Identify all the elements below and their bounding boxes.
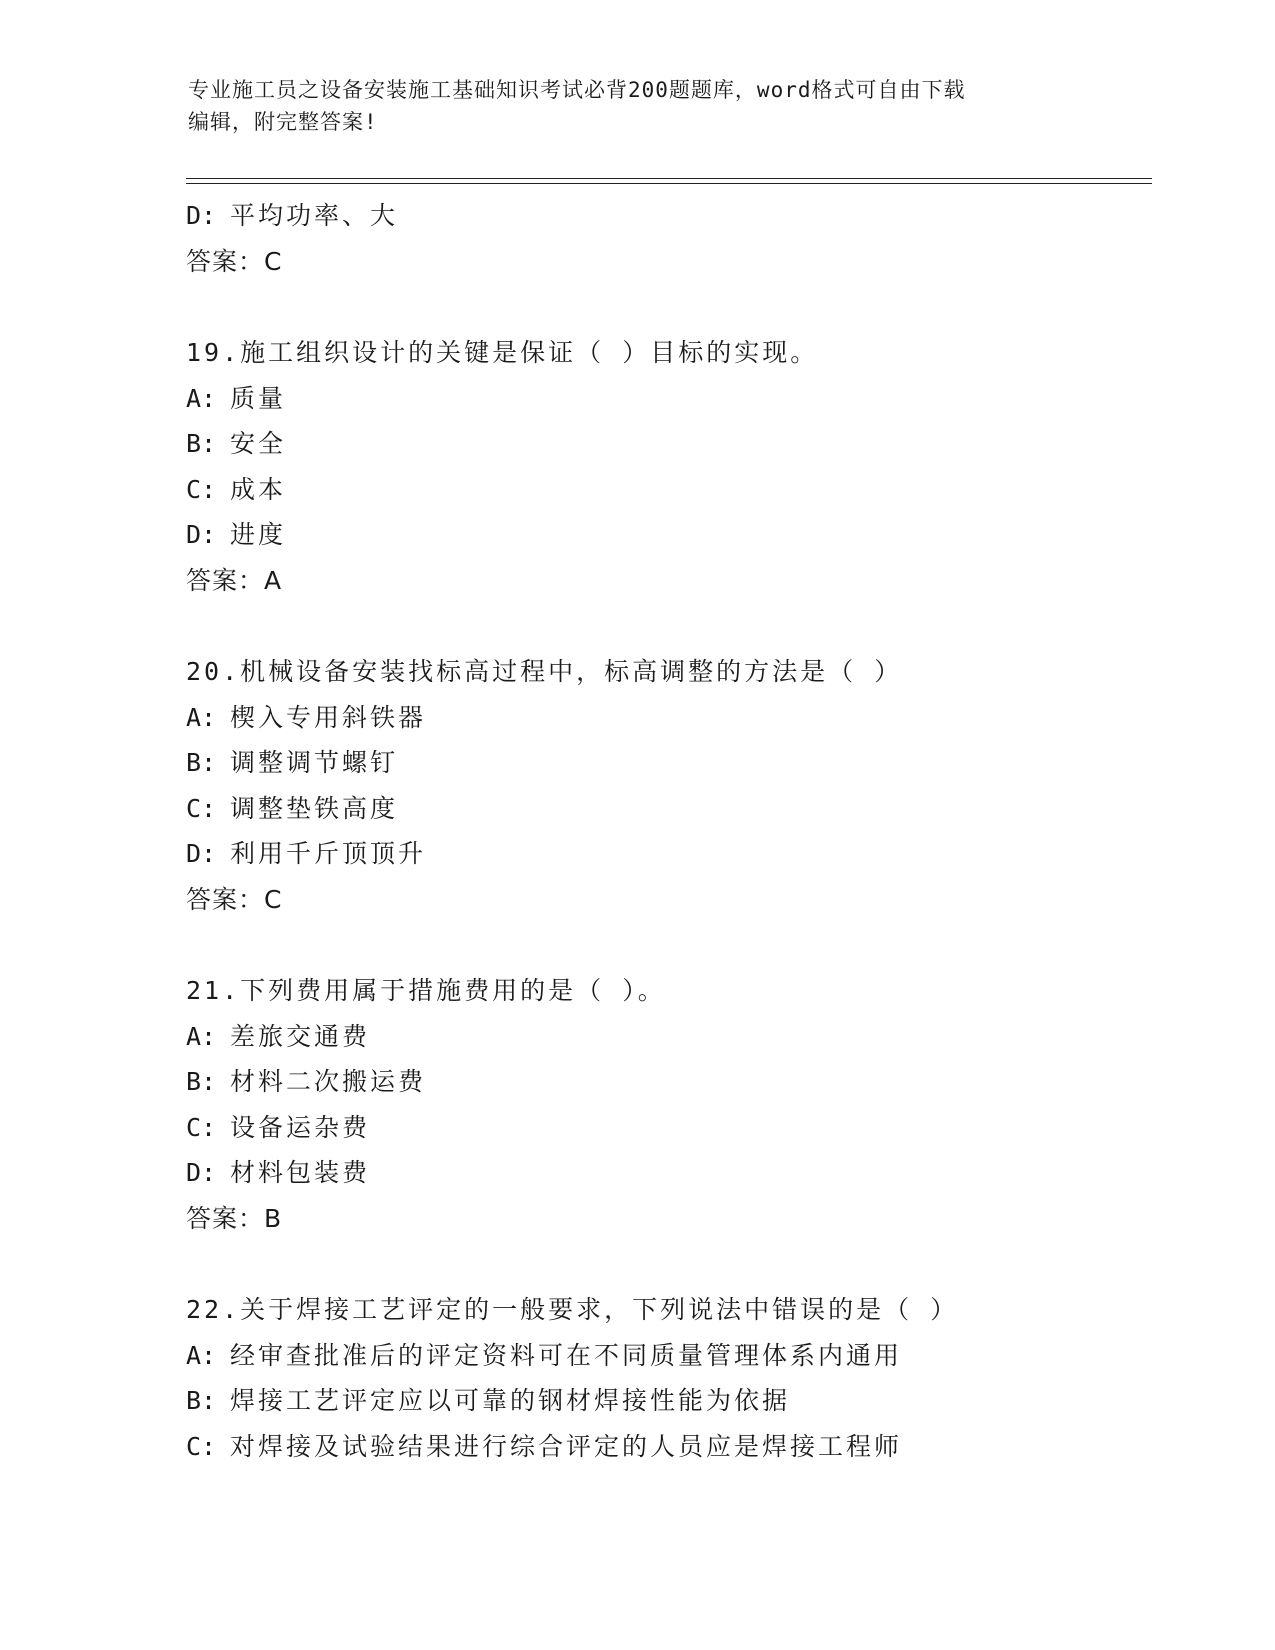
header-divider-top (186, 178, 1152, 179)
option-text: 材料二次搬运费 (230, 1067, 427, 1096)
option-text: 调整调节螺钉 (230, 748, 399, 777)
option-text: 平均功率、大 (230, 201, 399, 230)
option-row (186, 421, 1166, 467)
option-label: B: (186, 1386, 217, 1415)
question-stem: 19.施工组织设计的关键是保证（ ）目标的实现。 (186, 338, 819, 367)
option-text: 焊接工艺评定应以可靠的钢材焊接性能为依据 (230, 1386, 791, 1415)
option-text: 进度 (230, 520, 287, 549)
option-row (186, 695, 1166, 741)
option-text: 差旅交通费 (230, 1021, 371, 1051)
option-label: C: (186, 1431, 217, 1461)
option-row (186, 1424, 1166, 1470)
option-text: 对焊接及试验结果进行综合评定的人员应是焊接工程师 (230, 1431, 903, 1461)
option-text: 质量 (230, 383, 287, 413)
header-title-line-2: 编辑，附完整答案! (188, 110, 378, 134)
option-row (186, 512, 1166, 558)
answer-line: 答案：B (186, 1203, 283, 1233)
answer-line: 答案：C (186, 884, 283, 914)
option-label: D: (186, 839, 217, 868)
header-title-line-1: 专业施工员之设备安装施工基础知识考试必背200题题库，word格式可自由下载 (188, 78, 966, 102)
question-list (186, 193, 1166, 1469)
option-label: B: (186, 1067, 217, 1096)
option-label: A: (186, 1021, 217, 1051)
question-stem: 20.机械设备安装找标高过程中，标高调整的方法是（ ） (186, 657, 903, 686)
option-text: 楔入专用斜铁器 (230, 702, 427, 732)
option-label: C: (186, 474, 217, 504)
option-label: B: (186, 429, 217, 458)
option-text: 设备运杂费 (230, 1112, 371, 1142)
document-header (188, 74, 1088, 138)
option-text: 调整垫铁高度 (230, 793, 399, 823)
option-row (186, 1150, 1166, 1196)
option-label: A: (186, 1340, 217, 1370)
option-label: A: (186, 702, 217, 732)
option-text: 安全 (230, 429, 287, 458)
option-text: 经审查批准后的评定资料可在不同质量管理体系内通用 (230, 1340, 903, 1370)
answer-line: 答案：C (186, 246, 283, 276)
option-row (186, 1014, 1166, 1060)
option-row (186, 1378, 1166, 1424)
option-row (186, 467, 1166, 513)
header-divider-bottom (186, 183, 1152, 184)
option-label: D: (186, 520, 217, 549)
option-row (186, 740, 1166, 786)
option-label: C: (186, 1112, 217, 1142)
option-row (186, 831, 1166, 877)
option-label: D: (186, 1158, 217, 1187)
option-row (186, 1333, 1166, 1379)
question-stem: 22.关于焊接工艺评定的一般要求，下列说法中错误的是（ ） (186, 1295, 959, 1324)
option-row (186, 786, 1166, 832)
option-label: D: (186, 201, 217, 230)
option-text: 成本 (230, 474, 287, 504)
option-row (186, 1059, 1166, 1105)
question-stem: 21.下列费用属于措施费用的是（ ）。 (186, 976, 666, 1005)
option-label: C: (186, 793, 217, 823)
option-text: 利用千斤顶顶升 (230, 839, 427, 868)
answer-line: 答案：A (186, 565, 283, 595)
option-text: 材料包装费 (230, 1158, 371, 1187)
option-row (186, 193, 1166, 239)
option-label: A: (186, 383, 217, 413)
option-row (186, 1105, 1166, 1151)
option-label: B: (186, 748, 217, 777)
option-row (186, 376, 1166, 422)
